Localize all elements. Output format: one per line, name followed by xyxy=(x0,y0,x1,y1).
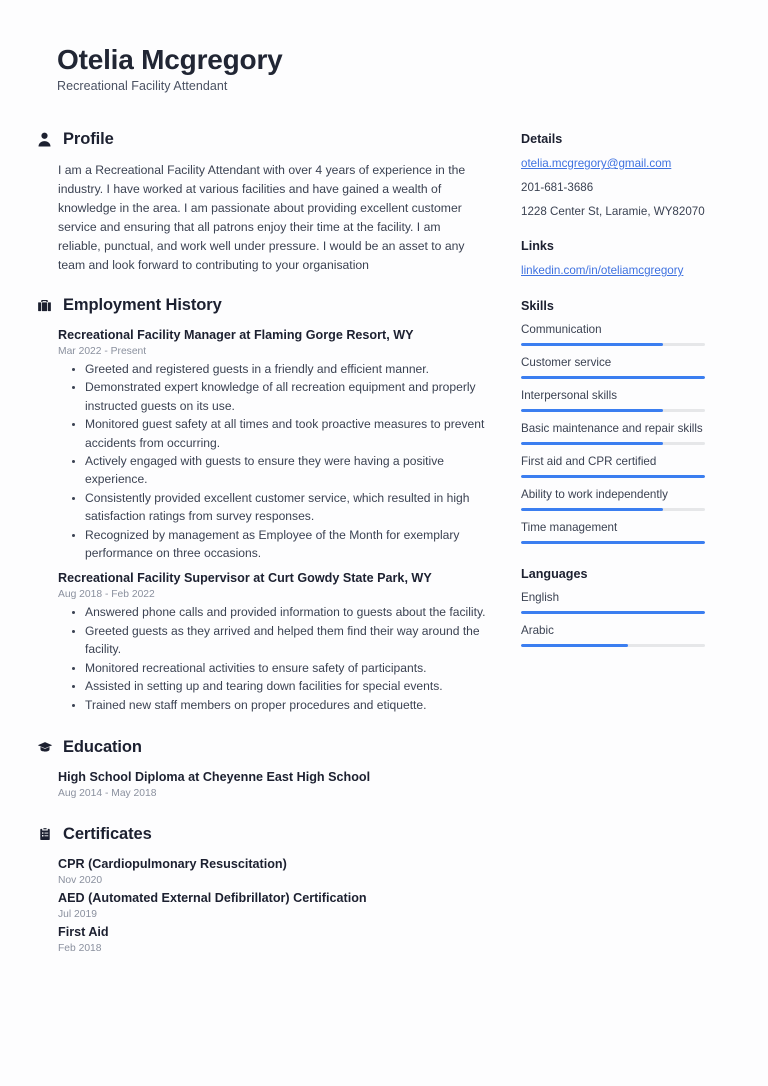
certificate-date: Jul 2019 xyxy=(58,908,97,920)
job-bullet: Demonstrated expert knowledge of all recreation equipment and properly instructed guests on its use. xyxy=(58,378,502,415)
skill-bar-fill xyxy=(521,376,705,379)
education-title: Education xyxy=(63,737,142,756)
job-bullet: Recognized by management as Employee of the Month for exemplary performance on three occasions. xyxy=(58,526,502,563)
skill-bar-track xyxy=(521,541,705,544)
language-label: English xyxy=(521,591,560,604)
skill-bar-track xyxy=(521,409,705,412)
skill-label: Ability to work independently xyxy=(521,488,668,501)
skill-bar-fill xyxy=(521,475,705,478)
education-section xyxy=(36,738,502,799)
links-block xyxy=(521,239,711,279)
skill-bar-track xyxy=(521,475,705,478)
resume-header xyxy=(57,44,283,93)
skill-bar-fill xyxy=(521,409,663,412)
skills-title: Skills xyxy=(521,299,554,313)
skill-item xyxy=(521,487,711,511)
links-title: Links xyxy=(521,239,554,253)
language-bar-fill xyxy=(521,611,705,614)
briefcase-icon xyxy=(36,297,53,314)
skill-bar-track xyxy=(521,376,705,379)
job-bullets xyxy=(58,360,502,562)
education-entry-title: High School Diploma at Cheyenne East High School xyxy=(58,769,371,784)
certificate-title: CPR (Cardiopulmonary Resuscitation) xyxy=(58,856,287,871)
candidate-name: Otelia Mcgregory xyxy=(57,44,283,75)
certificate-title: AED (Automated External Defibrillator) Certification xyxy=(58,890,367,905)
job-bullet: Greeted and registered guests in a friendly and efficient manner. xyxy=(58,360,502,378)
employment-heading xyxy=(36,296,502,315)
profile-heading xyxy=(36,130,502,149)
skill-bar-fill xyxy=(521,343,663,346)
skill-label: Interpersonal skills xyxy=(521,389,618,402)
languages-block xyxy=(521,567,711,647)
skill-label: Time management xyxy=(521,521,618,534)
clipboard-icon xyxy=(36,826,53,843)
job-title: Recreational Facility Manager at Flaming Gorge Resort, WY xyxy=(58,328,414,342)
job-bullet: Monitored guest safety at all times and took proactive measures to prevent accidents from occurring. xyxy=(58,415,502,452)
address-text: 1228 Center St, Laramie, WY82070 xyxy=(521,205,705,218)
languages-title: Languages xyxy=(521,567,588,581)
details-block xyxy=(521,132,711,220)
email-link[interactable]: otelia.mcgregory@gmail.com xyxy=(521,157,672,170)
skill-label: Basic maintenance and repair skills xyxy=(521,422,703,435)
linkedin-link[interactable]: linkedin.com/in/oteliamcgregory xyxy=(521,264,684,277)
skill-item xyxy=(521,322,711,346)
certificate-entry xyxy=(36,890,502,920)
profile-title: Profile xyxy=(63,130,114,148)
job-entry xyxy=(36,327,502,562)
job-entry xyxy=(36,570,502,713)
job-date: Mar 2022 - Present xyxy=(58,346,147,357)
job-bullet: Actively engaged with guests to ensure they were having a positive experience. xyxy=(58,452,502,489)
job-title: Recreational Facility Supervisor at Curt Gowdy State Park, WY xyxy=(58,571,432,586)
profile-section xyxy=(36,130,502,275)
language-bar-track xyxy=(521,644,705,647)
skill-bar-fill xyxy=(521,541,705,544)
phone-text: 201-681-3686 xyxy=(521,181,594,194)
candidate-job-title: Recreational Facility Attendant xyxy=(57,79,228,94)
skill-label: First aid and CPR certified xyxy=(521,455,657,468)
person-icon xyxy=(36,131,53,148)
employment-section xyxy=(36,296,502,714)
skill-label: Communication xyxy=(521,323,602,336)
skill-bar-fill xyxy=(521,442,663,445)
certificate-entry xyxy=(36,856,502,886)
skills-block xyxy=(521,299,711,544)
certificates-title: Certificates xyxy=(63,824,152,843)
job-bullet: Monitored recreational activities to ensure safety of participants. xyxy=(58,659,502,677)
certificate-title: First Aid xyxy=(58,924,109,939)
language-bar-track xyxy=(521,611,705,614)
language-item xyxy=(521,623,711,647)
job-bullet: Answered phone calls and provided information to guests about the facility. xyxy=(58,603,502,621)
graduation-cap-icon xyxy=(36,739,53,756)
profile-text: I am a Recreational Facility Attendant with over 4 years of experience in the industry. I have worked at various facilities and have gained a wealth of knowledge in the area. I am passionate about providing excellent customer service and ensuring that all patrons enjoy their time at the facility. I am reliable, punctual, and work well under pressure. I would be an asset to any team and look forward to contributing to your organisation xyxy=(58,163,466,272)
skill-item xyxy=(521,388,711,412)
skill-item xyxy=(521,355,711,379)
certificate-date: Nov 2020 xyxy=(58,874,103,886)
job-date: Aug 2018 - Feb 2022 xyxy=(58,589,155,601)
education-entry-date: Aug 2014 - May 2018 xyxy=(58,787,157,799)
certificate-date: Feb 2018 xyxy=(58,942,102,954)
language-label: Arabic xyxy=(521,624,554,637)
skill-bar-fill xyxy=(521,508,663,511)
job-bullet: Consistently provided excellent customer service, which resulted in high satisfaction ratings from survey responses. xyxy=(58,489,502,526)
skill-item xyxy=(521,520,711,544)
skill-item xyxy=(521,421,711,445)
details-title: Details xyxy=(521,132,563,146)
language-bar-fill xyxy=(521,644,628,647)
skill-bar-track xyxy=(521,508,705,511)
sidebar-column xyxy=(521,132,711,656)
education-entry xyxy=(36,769,502,799)
education-heading xyxy=(36,738,502,757)
certificate-entry xyxy=(36,924,502,954)
main-column xyxy=(36,130,502,957)
certificates-section xyxy=(36,825,502,954)
employment-title: Employment History xyxy=(63,296,222,314)
job-bullets xyxy=(58,603,502,713)
skill-bar-track xyxy=(521,343,705,346)
job-bullet: Greeted guests as they arrived and helped them find their way around the facility. xyxy=(58,622,502,659)
skill-item xyxy=(521,454,711,478)
skill-bar-track xyxy=(521,442,705,445)
job-bullet: Trained new staff members on proper procedures and etiquette. xyxy=(58,696,502,714)
certificates-heading xyxy=(36,825,502,844)
language-item xyxy=(521,590,711,614)
job-bullet: Assisted in setting up and tearing down facilities for special events. xyxy=(58,677,502,695)
skill-label: Customer service xyxy=(521,356,612,369)
